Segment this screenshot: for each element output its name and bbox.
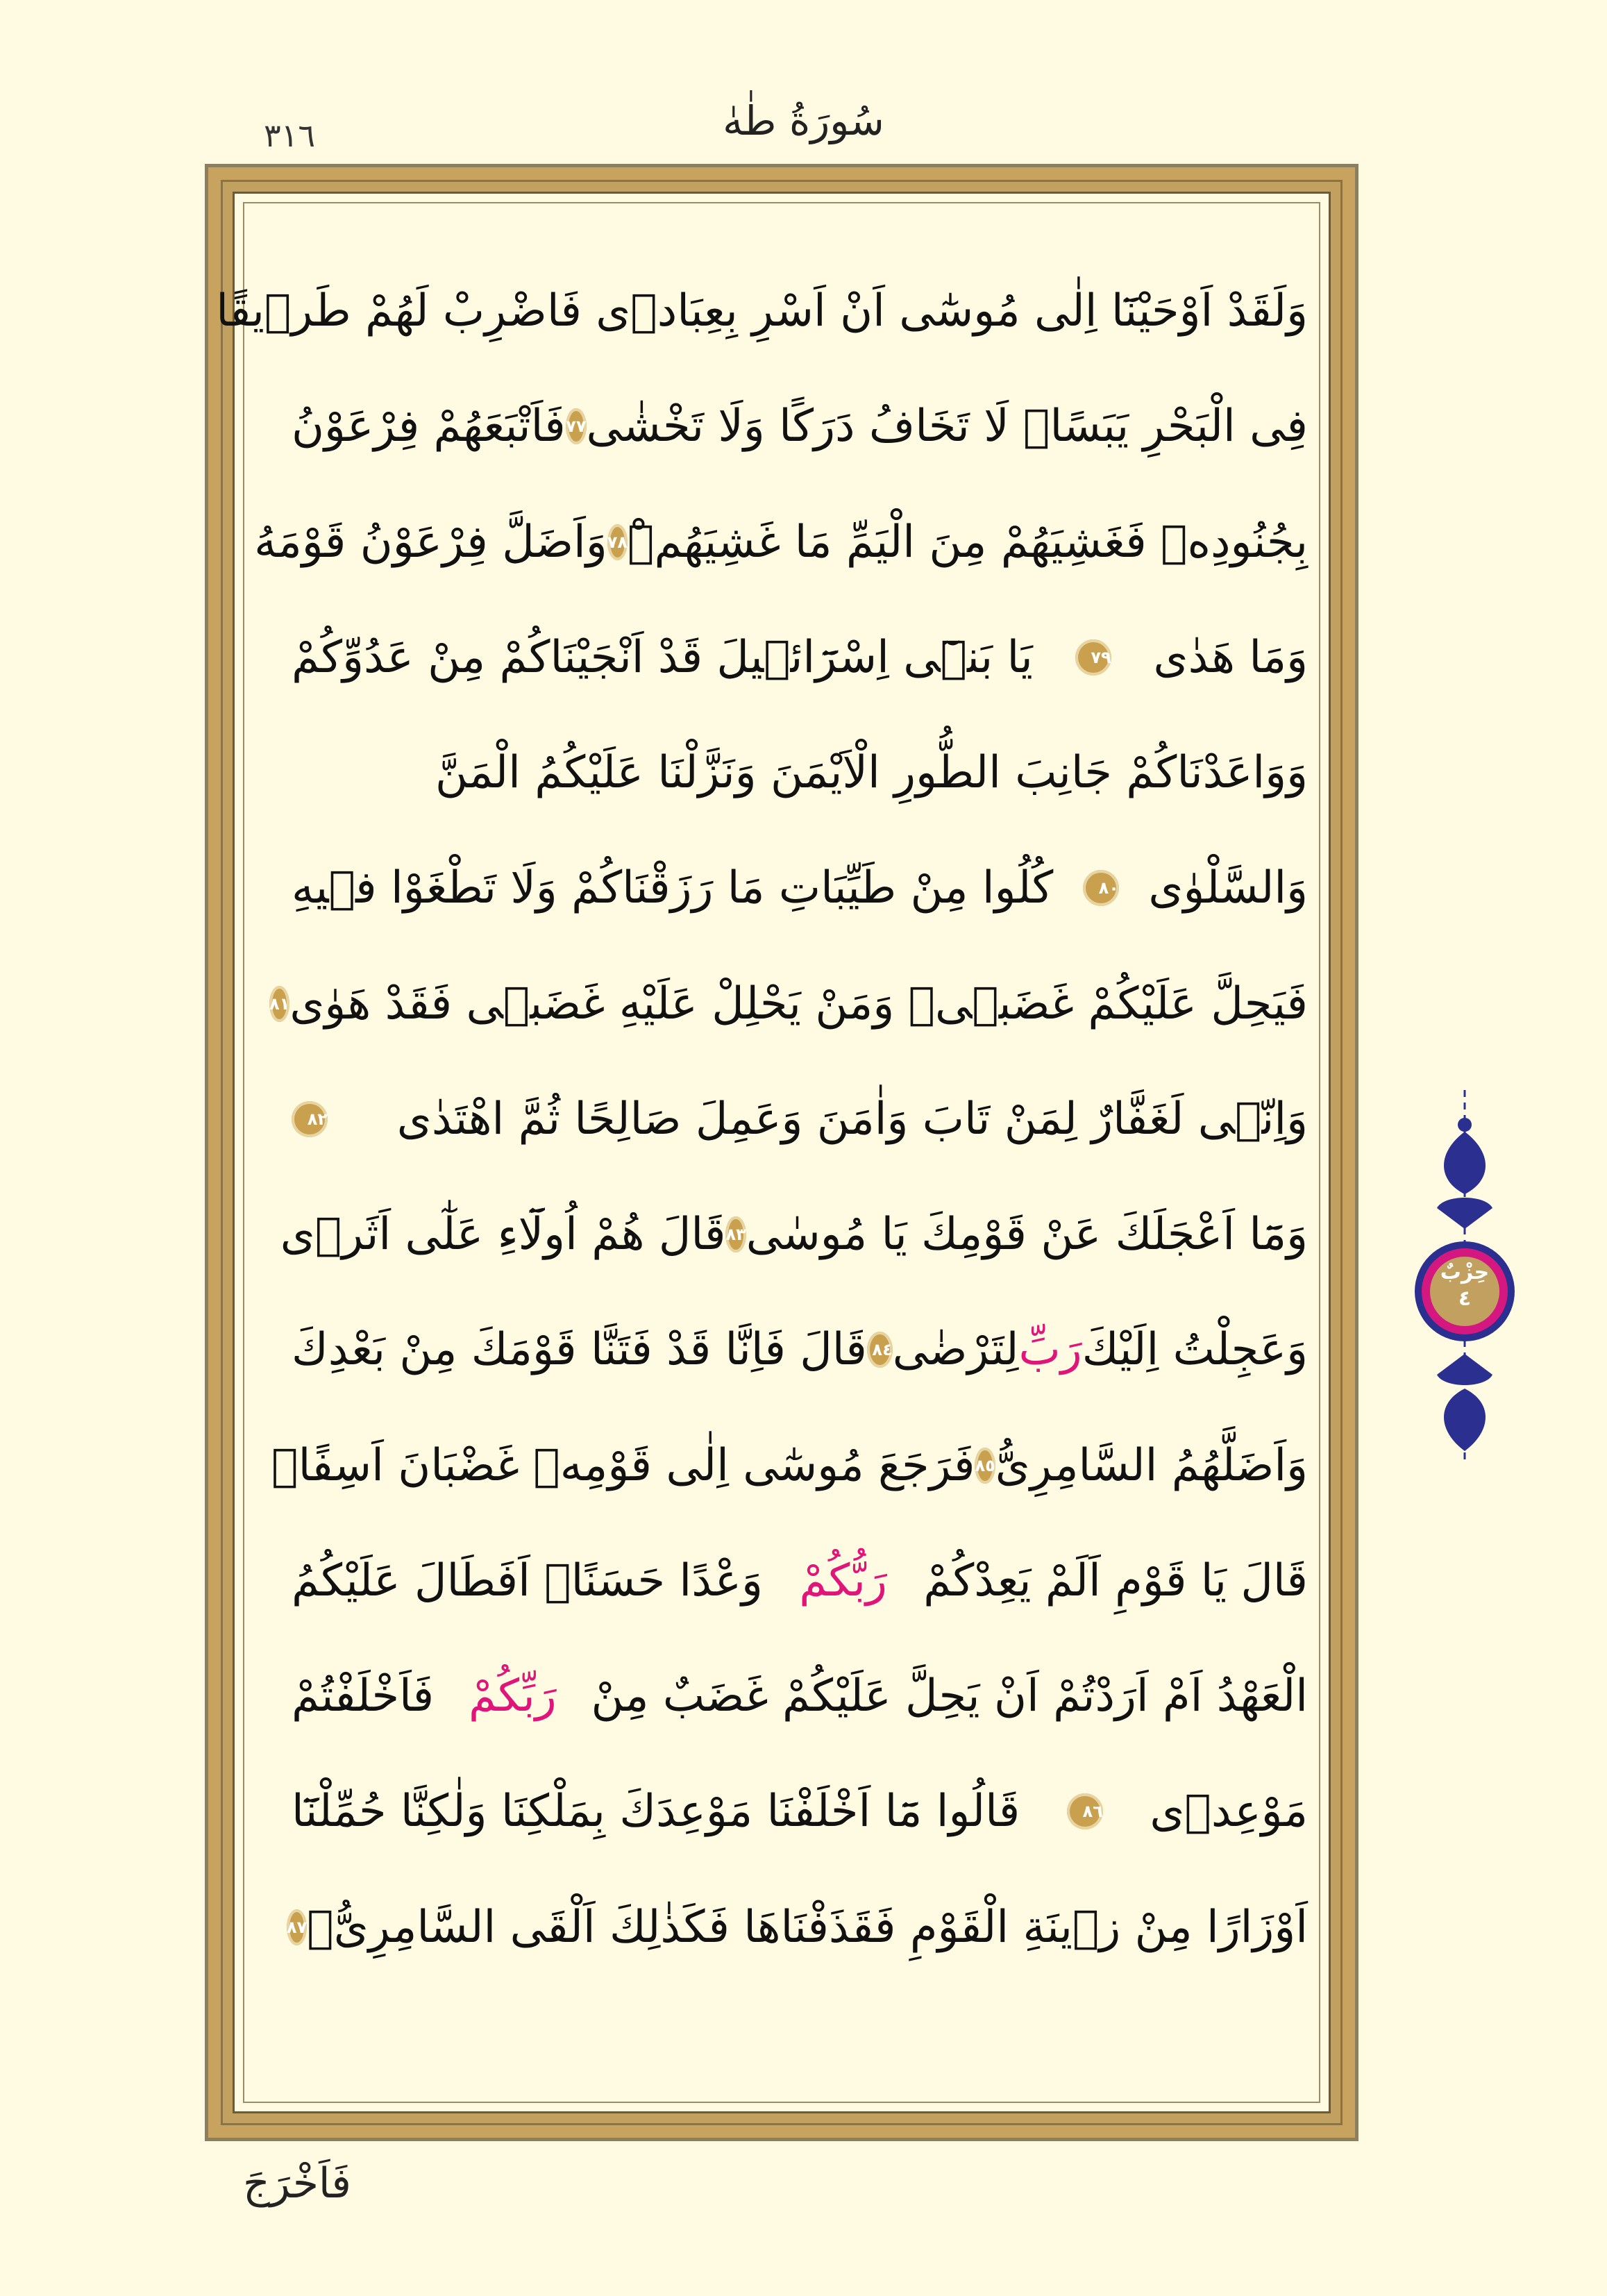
- verse-line: [292, 1292, 1308, 1407]
- verse-text: وَاِنّٖى لَغَفَّارٌ لِمَنْ تَابَ وَاٰمَنَ وَعَمِلَ صَالِحًا ثُمَّ اهْتَدٰى: [396, 1093, 1308, 1145]
- hizb-label-text: حِزْبٌ: [1440, 1260, 1490, 1284]
- verse-line: [271, 1408, 1308, 1523]
- catchword: فَاَخْرَجَ: [243, 2159, 351, 2208]
- verse-line: [292, 1639, 1308, 1754]
- verse-text: وَاَضَلَّ فِرْعَوْنُ قَوْمَهُ: [254, 516, 607, 568]
- hizb-marker: [1409, 1090, 1520, 1465]
- verse-line: [292, 715, 1308, 830]
- hizb-label: [1434, 1259, 1495, 1312]
- verse-text: وَعَجِلْتُ اِلَيْكَ: [1082, 1324, 1308, 1376]
- verse-text: لِتَرْضٰى: [892, 1324, 1019, 1376]
- surah-title: سُورَةُ طٰهٰ: [723, 97, 884, 144]
- verse-text: فَرَجَعَ مُوسٰٓى اِلٰى قَوْمِهٖ غَضْبَانَ اَسِفًاۚ: [271, 1439, 975, 1491]
- verse-text: قَالَ هُمْ اُولَٓاءِ عَلٰٓى اَثَرٖى: [280, 1209, 726, 1260]
- verse-text: قَالُوا مَٓا اَخْلَفْنَا مَوْعِدَكَ بِمَلْكِنَا وَلٰكِنَّا حُمِّلْنَٓا: [292, 1786, 1020, 1838]
- text-area: [216, 253, 1308, 2100]
- hizb-number: ٤: [1458, 1287, 1472, 1311]
- verse-text: يَا بَنٖٓى اِسْرَٓائٖيلَ قَدْ اَنْجَيْنَاكُمْ مِنْ عَدُوِّكُمْ: [292, 631, 1033, 683]
- verse-text: فَيَحِلَّ عَلَيْكُمْ غَضَبٖىۚ وَمَنْ يَحْلِلْ عَلَيْهِ غَضَبٖى فَقَدْ هَوٰى: [289, 978, 1308, 1030]
- verse-line: [216, 253, 1308, 369]
- verse-text: الْعَهْدُ اَمْ اَرَدْتُمْ اَنْ يَحِلَّ عَلَيْكُمْ غَضَبٌ مِنْ: [591, 1670, 1308, 1722]
- ayah-number-marker: ٨٤: [867, 1332, 893, 1368]
- ayah-number-marker: ٨٧: [287, 1909, 307, 1945]
- verse-line: [292, 830, 1308, 946]
- ayah-number-marker: ٧٨: [607, 524, 628, 560]
- verse-text: اَوْزَارًا مِنْ زٖينَةِ الْقَوْمِ فَقَذَفْنَاهَا فَكَذٰلِكَ اَلْقَى السَّامِرِىُّۙ: [307, 1901, 1308, 1953]
- verse-line: [292, 369, 1308, 484]
- verse-text: وَمَٓا اَعْجَلَكَ عَنْ قَوْمِكَ يَا مُوسٰى: [746, 1209, 1308, 1260]
- verse-text: وَمَا هَدٰى: [1153, 631, 1308, 683]
- ayah-number-marker: ٨١: [269, 986, 289, 1022]
- page-frame: [205, 164, 1358, 2141]
- divine-name-text: رَبِّ: [1018, 1324, 1082, 1376]
- verse-text: قَالَ فَاِنَّا قَدْ فَتَنَّا قَوْمَكَ مِنْ بَعْدِكَ: [292, 1324, 867, 1376]
- frame-inner-panel: [216, 192, 1331, 2113]
- divine-name-text: رَبُّكُمْ: [799, 1555, 887, 1607]
- verse-line: [292, 1523, 1308, 1639]
- verse-text: كُلُوا مِنْ طَيِّبَاتِ مَا رَزَقْنَاكُمْ وَلَا تَطْغَوْا فٖيهِ: [292, 862, 1054, 914]
- ayah-number-marker: ٧٧: [566, 408, 587, 444]
- ayah-number-marker: ٨٠: [1083, 870, 1119, 906]
- verse-line: [292, 600, 1308, 715]
- verse-text: مَوْعِدٖى: [1150, 1786, 1308, 1838]
- verse-text: فَاَخْلَفْتُمْ: [292, 1670, 435, 1722]
- ayah-number-marker: ٨٦: [1067, 1793, 1103, 1829]
- verse-text: فِى الْبَحْرِ يَبَسًاۙ لَا تَخَافُ دَرَكًا وَلَا تَخْشٰى: [586, 401, 1308, 453]
- divine-name-text: رَبِّكُمْ: [469, 1670, 557, 1722]
- verse-line: [254, 485, 1308, 600]
- verse-text: بِجُنُودِهٖ فَغَشِيَهُمْ مِنَ الْيَمِّ مَا غَشِيَهُمْۜ: [628, 516, 1308, 568]
- verse-line: [292, 1062, 1308, 1177]
- verse-line: [292, 1754, 1308, 1869]
- page-number: ٣١٦: [264, 117, 316, 154]
- verse-line: [269, 946, 1308, 1062]
- verse-line: [280, 1177, 1308, 1292]
- verse-text: وَعْدًا حَسَنًاۜ اَفَطَالَ عَلَيْكُمُ: [292, 1555, 763, 1607]
- ayah-number-marker: ٧٩: [1075, 639, 1111, 676]
- ayah-number-marker: ٨٢: [292, 1101, 328, 1137]
- ayah-number-marker: ٨٥: [975, 1448, 995, 1484]
- verse-line: [286, 1870, 1308, 1985]
- verse-text: وَلَقَدْ اَوْحَيْنَٓا اِلٰى مُوسٰٓى اَنْ اَسْرِ بِعِبَادٖى فَاضْرِبْ لَهُمْ طَرٖيقًا: [216, 285, 1308, 337]
- verse-text: قَالَ يَا قَوْمِ اَلَمْ يَعِدْكُمْ: [923, 1555, 1308, 1607]
- verse-text: وَاَضَلَّهُمُ السَّامِرِىُّ: [995, 1439, 1308, 1491]
- verse-text: وَالسَّلْوٰى: [1148, 862, 1308, 914]
- verse-text: وَوَاعَدْنَاكُمْ جَانِبَ الطُّورِ الْاَيْمَنَ وَنَزَّلْنَا عَلَيْكُمُ الْمَنَّ: [435, 747, 1308, 798]
- verse-text: فَاَتْبَعَهُمْ فِرْعَوْنُ: [292, 401, 566, 453]
- ayah-number-marker: ٨٣: [725, 1216, 746, 1252]
